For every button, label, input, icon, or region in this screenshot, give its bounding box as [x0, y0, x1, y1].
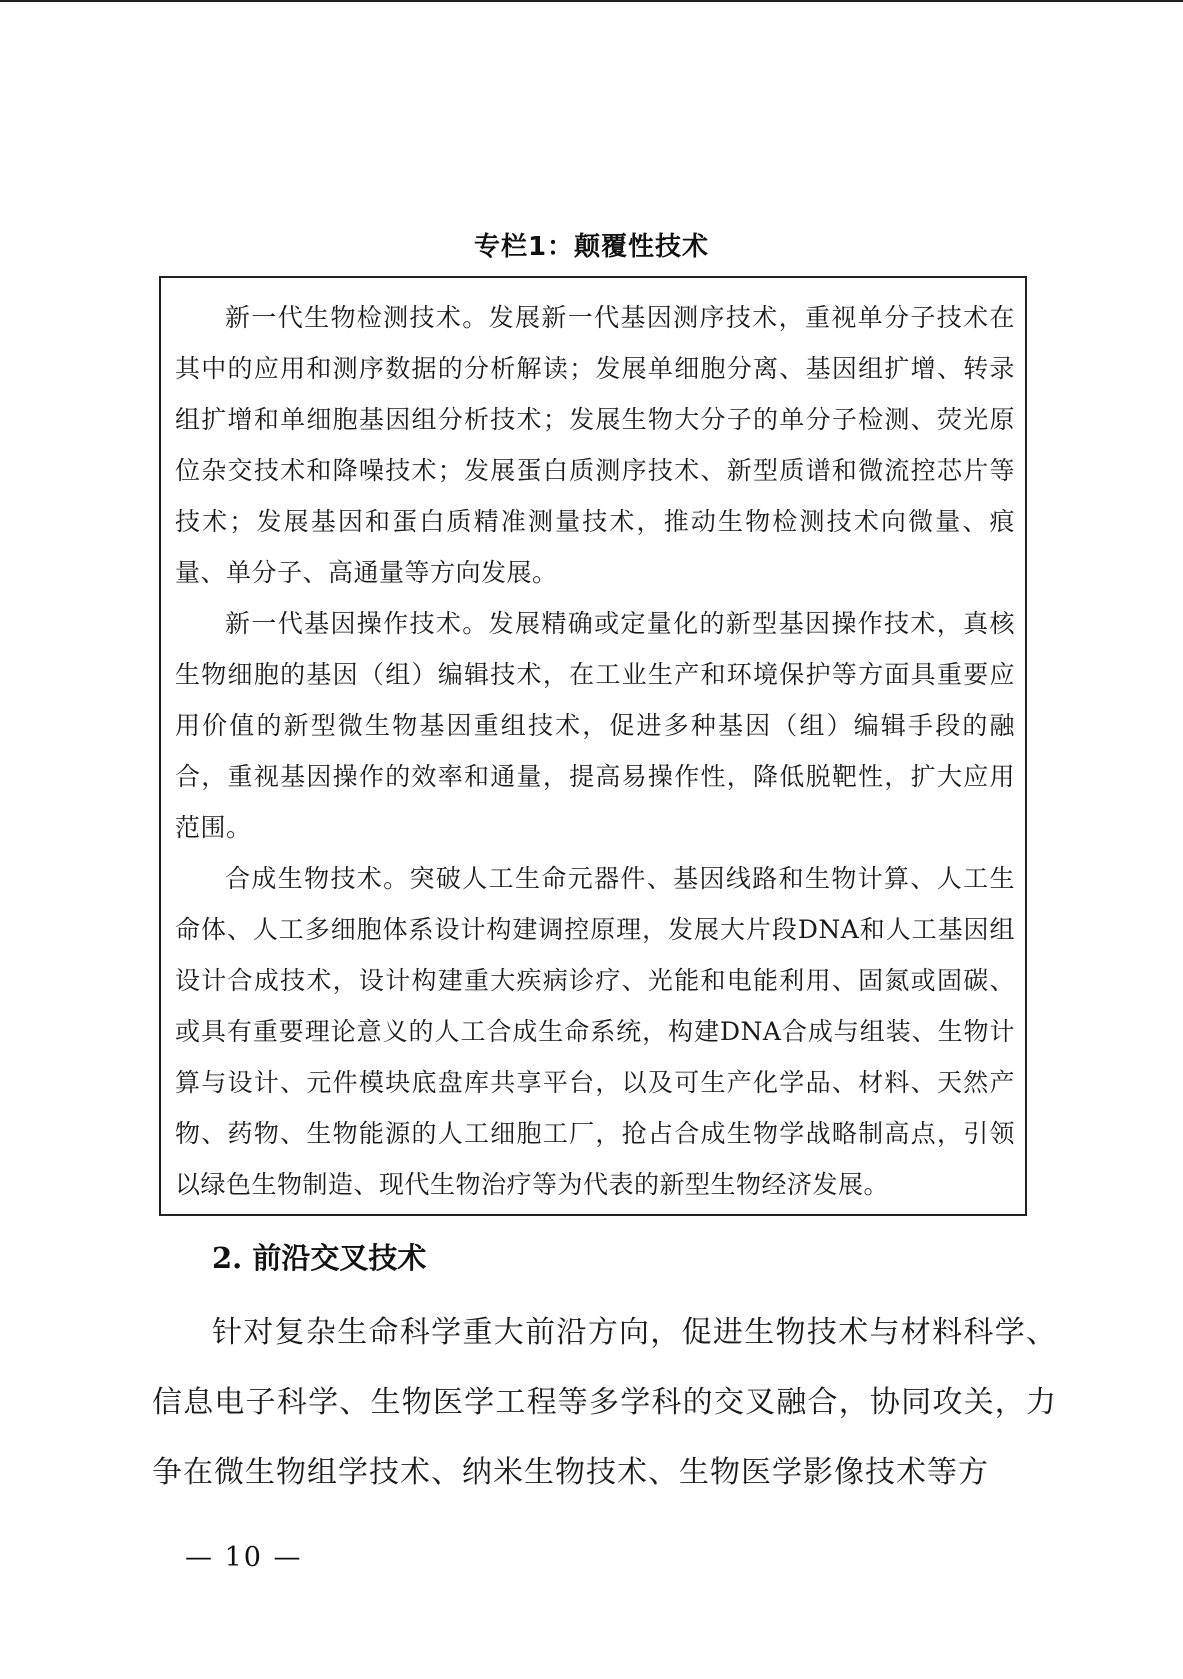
section-heading: 2. 前沿交叉技术 — [212, 1241, 427, 1275]
box-paragraph-gene-operation: 新一代基因操作技术。发展精确或定量化的新型基因操作技术，真核生物细胞的基因（组）编辑技术，在工业生产和环境保护等方面具重要应用价值的新型微生物基因重组技术，促进多种基因（组）编辑手段的融合，重视基因操作的效率和通量，提高易操作性，降低脱靶性，扩大应用范围。 — [175, 609, 1015, 842]
top-border-line — [0, 0, 1183, 2]
box-title: 专栏1：颠覆性技术 — [473, 232, 710, 262]
column-box — [159, 276, 1027, 1216]
box-paragraph-synthetic-biology: 合成生物技术。突破人工生命元器件、基因线路和生物计算、人工生命体、人工多细胞体系设计构建调控原理，发展大片段DNA和人工基因组设计合成技术，设计构建重大疾病诊疗、光能和电能利用、固氮或固碳、或具有重要理论意义的人工合成生命系统，构建DNA合成与组装、生物计算与设计、元件模块底盘库共享平台，以及可生产化学品、材料、天然产物、药物、生物能源的人工细胞工厂，抢占合成生物学战略制高点，引领以绿色生物制造、现代生物治疗等为代表的新型生物经济发展。 — [175, 864, 1015, 1199]
body-paragraph: 针对复杂生命科学重大前沿方向，促进生物技术与材料科学、信息电子科学、生物医学工程等多学科的交叉融合，协同攻关，力争在微生物组学技术、纳米生物技术、生物医学影像技术等方 — [152, 1315, 1057, 1490]
box-paragraph-detection: 新一代生物检测技术。发展新一代基因测序技术，重视单分子技术在其中的应用和测序数据的分析解读；发展单细胞分离、基因组扩增、转录组扩增和单细胞基因组分析技术；发展生物大分子的单分子检测、荧光原位杂交技术和降噪技术；发展蛋白质测序技术、新型质谱和微流控芯片等技术；发展基因和蛋白质精准测量技术，推动生物检测技术向微量、痕量、单分子、高通量等方向发展。 — [175, 303, 1015, 587]
page-number: — 10 — — [185, 1542, 303, 1573]
